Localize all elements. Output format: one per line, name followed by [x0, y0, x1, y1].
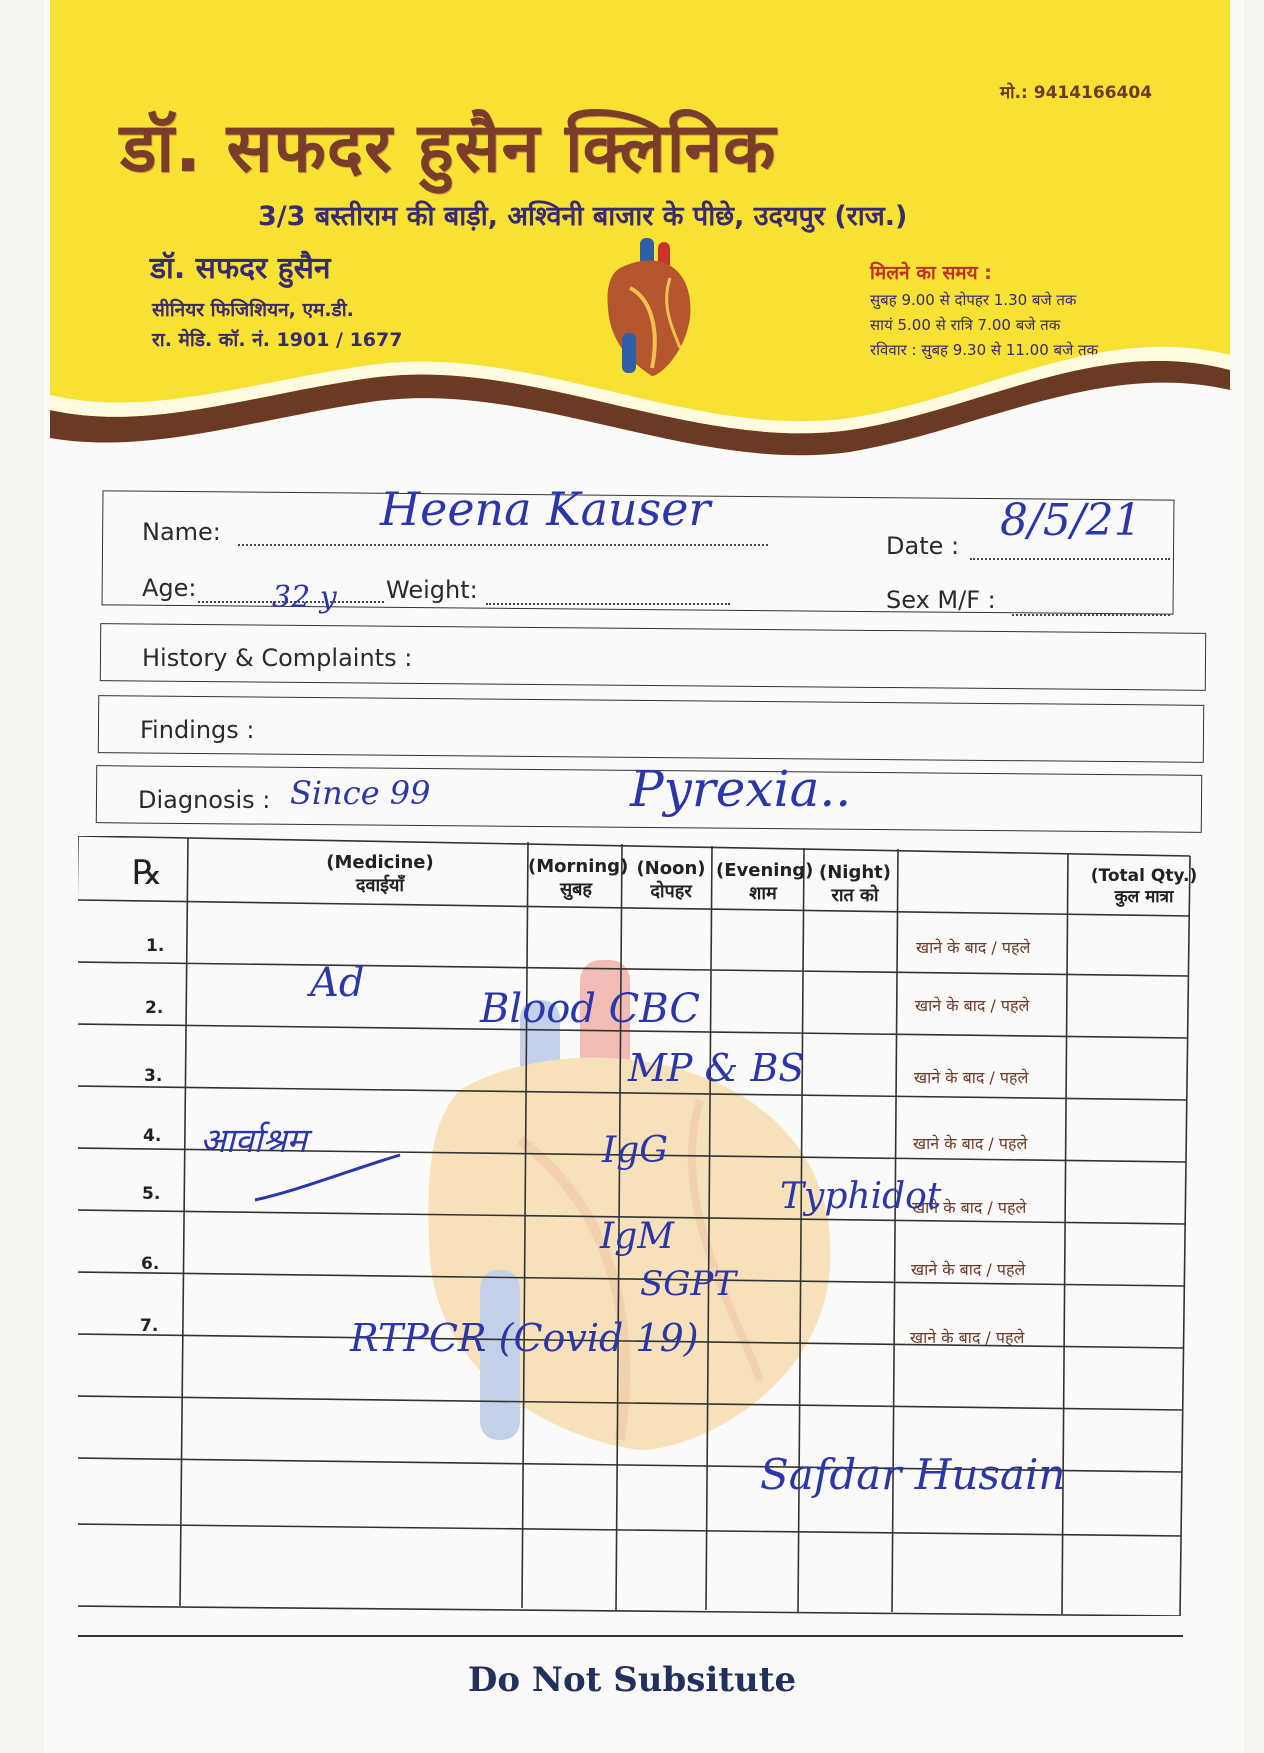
night-header-en: (Night) — [819, 862, 891, 883]
sex-label: Sex M/F : — [886, 586, 996, 614]
row-number: 1. — [146, 936, 165, 956]
handwritten-stroke — [250, 1150, 410, 1210]
timing-line: सुबह 9.00 से दोपहर 1.30 बजे तक — [870, 291, 1077, 309]
total-header-en: (Total Qty.) — [1090, 866, 1198, 886]
patient-name-handwritten: Heena Kauser — [380, 482, 711, 536]
handwritten-igm: IgM — [600, 1216, 675, 1257]
total-qty-header — [1082, 866, 1206, 909]
meal-timing: खाने के बाद / पहले — [914, 1068, 1029, 1087]
timing-title: मिलने का समय : — [870, 262, 992, 284]
noon-header-hi: दोपहर — [650, 880, 692, 902]
handwritten-sgpt: SGPT — [640, 1264, 737, 1304]
handwritten-rtpcr: RTPCR (Covid 19) — [350, 1316, 699, 1360]
meal-timing: खाने के बाद / पहले — [915, 996, 1030, 1015]
medicine-header-en: (Medicine) — [326, 852, 434, 873]
handwritten-igg: IgG — [602, 1130, 669, 1171]
night-header — [808, 862, 902, 907]
timing-line: रविवार : सुबह 9.30 से 11.00 बजे तक — [870, 341, 1099, 359]
row-number: 4. — [143, 1126, 162, 1146]
evening-header-en: (Evening) — [716, 860, 814, 881]
date-line[interactable] — [970, 558, 1170, 560]
handwritten-hindi-note: आर्वाश्रम — [200, 1121, 307, 1161]
weight-line[interactable] — [486, 603, 730, 605]
rx-symbol: ℞ — [132, 853, 163, 893]
row-number: 5. — [142, 1184, 161, 1204]
date-handwritten: 8/5/21 — [1000, 495, 1142, 546]
total-header-hi: कुल मात्रा — [1114, 887, 1174, 908]
doctor-designation: सीनियर फिजिशियन, एम.डी. — [152, 299, 354, 321]
meal-timing: खाने के बाद / पहले — [916, 938, 1031, 957]
row-number: 2. — [145, 998, 164, 1018]
handwritten-mp-bs: MP & BS — [628, 1046, 805, 1090]
doctor-registration: रा. मेडि. कॉ. नं. 1901 / 1677 — [152, 329, 403, 351]
noon-header-en: (Noon) — [636, 858, 706, 879]
medicine-header — [310, 852, 450, 897]
meal-timing: खाने के बाद / पहले — [912, 1198, 1027, 1217]
diagnosis-handwritten: Pyrexia.. — [630, 760, 852, 818]
timing-line: सायं 5.00 से रात्रि 7.00 बजे तक — [870, 316, 1061, 334]
morning-header-hi: सुबह — [559, 878, 592, 900]
noon-header — [626, 858, 716, 903]
meal-timing: खाने के बाद / पहले — [913, 1134, 1028, 1153]
date-label: Date : — [886, 532, 960, 560]
footer-divider — [78, 1635, 1183, 1637]
sex-line[interactable] — [1012, 614, 1170, 616]
row-number: 3. — [144, 1066, 163, 1086]
night-header-hi: रात को — [831, 884, 879, 906]
age-label: Age: — [142, 574, 197, 602]
weight-label: Weight: — [386, 576, 478, 604]
diagnosis-note-handwritten: Since 99 — [290, 774, 431, 812]
do-not-substitute-note: Do Not Subsitute — [467, 1660, 797, 1700]
handwritten-adv: Ad — [310, 960, 365, 1006]
findings-label: Findings : — [140, 716, 255, 744]
row-number: 6. — [141, 1254, 160, 1274]
diagnosis-label: Diagnosis : — [138, 786, 271, 814]
name-label: Name: — [142, 518, 221, 546]
name-line[interactable] — [238, 544, 768, 546]
evening-header — [716, 860, 814, 905]
handwritten-blood-cbc: Blood CBC — [480, 986, 701, 1032]
clinic-name: डॉ. सफदर हुसैन क्लिनिक — [120, 109, 777, 188]
evening-header-hi: शाम — [749, 882, 777, 904]
findings-box — [98, 695, 1204, 763]
age-handwritten: 32 y — [272, 580, 337, 615]
meal-timing: खाने के बाद / पहले — [910, 1328, 1025, 1347]
handwritten-typhidot: Typhidot — [780, 1176, 942, 1217]
meal-timing: खाने के बाद / पहले — [911, 1260, 1026, 1279]
row-number: 7. — [140, 1316, 159, 1336]
history-label: History & Complaints : — [142, 644, 413, 672]
heart-logo-icon — [600, 238, 710, 378]
medicine-header-hi: दवाईयाँ — [355, 874, 405, 896]
morning-header-en: (Morning) — [528, 856, 629, 877]
doctor-name: डॉ. सफदर हुसैन — [150, 251, 331, 286]
morning-header — [528, 856, 629, 901]
mobile-number: मो.: 9414166404 — [1000, 83, 1153, 103]
clinic-address: 3/3 बस्तीराम की बाड़ी, अश्विनी बाजार के पीछे, उदयपुर (राज.) — [258, 201, 908, 232]
doctor-signature: Safdar Husain — [760, 1450, 1066, 1499]
